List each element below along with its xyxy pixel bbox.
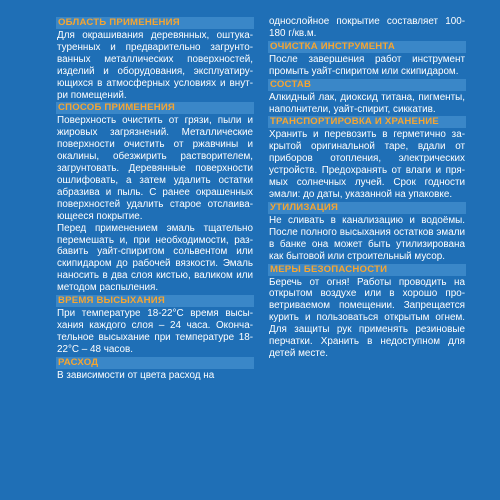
section-heading: ВРЕМЯ ВЫСЫХАНИЯ: [56, 295, 254, 307]
section-heading: СПОСОБ ПРИМЕНЕНИЯ: [56, 102, 254, 114]
section-heading: ОЧИСТКА ИНСТРУМЕНТА: [268, 41, 466, 53]
section-heading: УТИЛИЗАЦИЯ: [268, 202, 466, 214]
section-text: При температуре 18-22°С время высыхания каждого слоя – 24 часа. Окончательное высыхание при температуре 18-22°С – 48 часов.: [57, 308, 253, 355]
right-column: [268, 16, 466, 500]
section-application-area: [56, 16, 254, 101]
section-heading: СОСТАВ: [268, 79, 466, 91]
section-tool-cleaning: [268, 40, 466, 78]
section-transport-storage: [268, 115, 466, 200]
section-heading: РАСХОД: [56, 357, 254, 369]
section-text: Алкидный лак, диоксид титана, пигменты, наполнители, уайт-спирит, сиккатив.: [269, 91, 465, 115]
section-text: Для окрашивания деревянных, оштукатуренных и предварительно загрунтованных металлических поверхностей, изделий и оборудования, эксплуатирующихся в атмосферных условиях и внутри помещений.: [57, 30, 253, 101]
section-disposal: [268, 201, 466, 263]
section-text: Беречь от огня! Работы проводить на открытом воздухе или в хорошо проветриваемом помещении. Запрещается курить и пользоваться открытым огнем. Для защиты рук применять резиновые перчатки. Хранить в недоступном для детей месте.: [269, 276, 465, 359]
section-text: После завершения работ инструмент промыть уайт-спиритом или скипидаром.: [269, 53, 465, 77]
section-text: В зависимости от цвета расход на: [57, 369, 215, 381]
section-heading: ОБЛАСТЬ ПРИМЕНЕНИЯ: [56, 17, 254, 29]
section-text: Перед применением эмаль тщательно перемешать и, при необходимости, разбавить уайт-спиритом сольвентом или скипидаром до рабочей вязкости. Эмаль наносить в два слоя кистью, валиком или методом распыления.: [57, 222, 253, 294]
section-composition: [268, 78, 466, 116]
section-consumption: [56, 356, 254, 382]
section-drying-time: [56, 294, 254, 356]
left-column: [56, 16, 254, 500]
section-text: Не сливать в канализацию и водоёмы. После полного высыхания остатков эмали в банке она может быть утилизирована как бытовой или строительный мусор.: [269, 214, 465, 262]
section-application-method: [56, 101, 254, 294]
section-text: Поверхность очистить от грязи, пыли и жировых загрязнений. Металлические поверхности очистить от ржавчины и окалины, обезжирить растворителем, загрунтовать. Деревянные поверхности ошлифовать, а затем удалить остатки абразива и пыль. С ранее окрашенных поверхностей удалить старое отслаивающееся покрытие.: [57, 115, 253, 222]
section-text: однослойное покрытие составляет 100-180 г/кв.м.: [269, 16, 465, 39]
section-heading: МЕРЫ БЕЗОПАСНОСТИ: [268, 264, 466, 276]
section-heading: ТРАНСПОРТИРОВКА И ХРАНЕНИЕ: [268, 116, 466, 128]
section-safety-measures: [268, 263, 466, 360]
section-text: Хранить и перевозить в герметично закрытой оригинальной таре, вдали от приборов отопления, электрических устройств. Предохранять от влаги и прямых солнечных лучей. Срок годности эмали: до даты, указанной на упаковке.: [269, 129, 465, 200]
section-consumption-continued: [268, 16, 466, 40]
